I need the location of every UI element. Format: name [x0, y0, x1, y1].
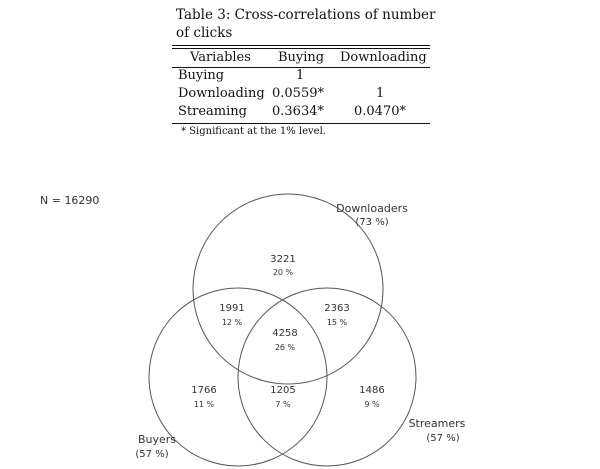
cell-downloading-buying: 0.0559* [272, 86, 324, 101]
region-buyers-streamers-pct: 7 % [275, 400, 291, 409]
row-label-downloading: Downloading [178, 86, 265, 101]
region-buyers-downloaders-pct: 12 % [221, 318, 243, 327]
region-downloaders-streamers-count: 2363 [324, 303, 350, 314]
header-downloading: Downloading [340, 50, 427, 65]
cell-streaming-buying: 0.3634* [272, 104, 324, 119]
region-downloaders-streamers-pct: 15 % [326, 318, 348, 327]
region-buyers-only-count: 1766 [191, 385, 217, 396]
region-buyers-streamers-count: 1205 [270, 385, 296, 396]
buyers-pct: (57 %) [135, 449, 169, 460]
downloaders-label: Downloaders [336, 202, 408, 215]
header-buying: Buying [278, 50, 325, 65]
region-all-three-pct: 26 % [274, 343, 296, 352]
table-footnote: * Significant at the 1% level. [181, 126, 326, 137]
cell-buying-buying: 1 [296, 68, 305, 83]
cell-downloading-downloading: 1 [376, 86, 385, 101]
table-caption: Table 3: Cross-correlations of number of clicks [176, 7, 436, 41]
region-streamers-only-count: 1486 [359, 385, 385, 396]
row-label-streaming: Streaming [178, 104, 247, 119]
streamers-label: Streamers [408, 417, 466, 430]
streamers-pct: (57 %) [426, 433, 460, 444]
header-variables: Variables [190, 50, 251, 65]
buyers-label: Buyers [137, 433, 177, 446]
region-buyers-only-pct: 11 % [193, 400, 215, 409]
downloaders-pct: (73 %) [355, 217, 389, 228]
sample-size-label: N = 16290 [40, 194, 100, 207]
region-downloaders-only-pct: 20 % [272, 268, 294, 277]
cell-streaming-downloading: 0.0470* [354, 104, 406, 119]
region-downloaders-only-count: 3221 [270, 254, 296, 265]
region-buyers-downloaders-count: 1991 [219, 303, 245, 314]
region-streamers-only-pct: 9 % [364, 400, 380, 409]
row-label-buying: Buying [178, 68, 225, 83]
region-all-three-count: 4258 [272, 328, 298, 339]
